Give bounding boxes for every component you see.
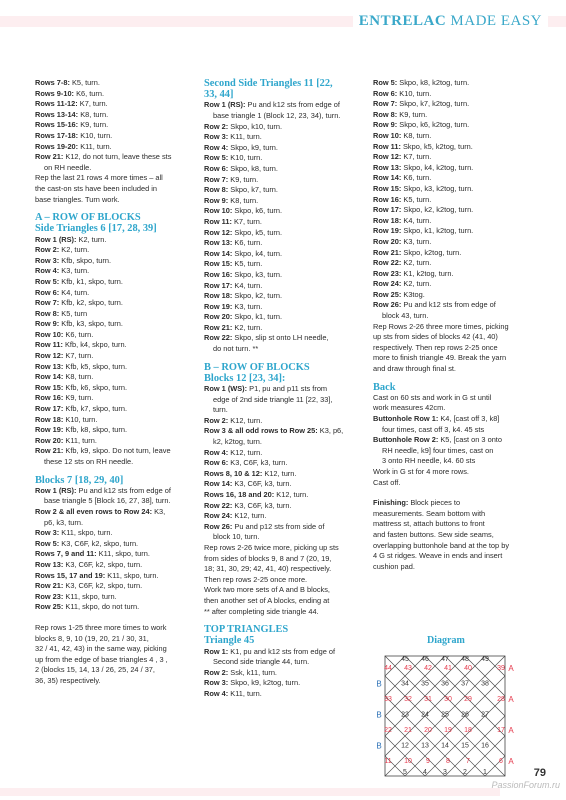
instruction-line: 36, 35) respectively. — [35, 675, 101, 685]
instruction-line: Row 1: K1, pu and k12 sts from edge of — [204, 646, 336, 656]
section-heading-a-row: A – ROW OF BLOCKS — [35, 212, 141, 224]
instruction-line: 2 (blocks 15, 14, 13 / 26, 25, 24 / 37, — [35, 665, 155, 675]
instruction-line: Row 18: K10, turn. — [35, 414, 98, 424]
instruction-line: Row 2: K2, turn. — [35, 245, 90, 255]
diagram-block-label: 22 — [384, 727, 392, 734]
instruction-line: Row 21: K2, turn. — [204, 322, 263, 332]
instruction-line: Finishing: Block pieces to — [373, 498, 461, 508]
instruction-line: Row 2: Skpo, k10, turn. — [204, 121, 283, 131]
diagram-label-top: 49 — [481, 656, 489, 663]
diagram-block-label: 7 — [466, 758, 470, 765]
instruction-line: then another set of A blocks, ending at — [204, 595, 330, 605]
instruction-line: Row 10: K6, turn. — [35, 329, 94, 339]
instruction-line: respectively. Then rep rows 2-25 once — [373, 342, 498, 352]
instruction-line: Row 24: K12, turn. — [204, 511, 267, 521]
instruction-line: Cast off. — [373, 477, 401, 487]
instruction-line: Row 20: K11, turn. — [35, 435, 97, 445]
instruction-line: RH needle, k9] four times, cast on — [382, 445, 494, 455]
diagram-label-bottom: 1 — [483, 769, 487, 776]
instruction-line: Row 21: Skpo, k2tog, turn. — [373, 247, 462, 257]
diagram-block-label: 35 — [421, 680, 429, 688]
instruction-line: Row 1 (RS): Pu and k12 sts from edge of — [35, 485, 171, 495]
instruction-line: the cast-on sts have been included in — [35, 183, 158, 193]
instruction-line: Row 5: K3, C6F, k2, skpo, turn. — [35, 538, 139, 548]
instruction-line: blocks 8, 9, 10 (19, 20, 21 / 30, 31, — [35, 633, 149, 643]
col2-triangle-rows — [204, 100, 363, 354]
instruction-line: Row 2: K12, turn. — [204, 415, 263, 425]
column-2 — [204, 78, 363, 700]
instruction-line: Row 4: Skpo, k9, turn. — [204, 142, 278, 152]
instruction-line: and draw through final st. — [373, 364, 456, 374]
instruction-line: Row 26: Pu and p12 sts from side of — [204, 521, 325, 531]
instruction-line: Row 15: K5, turn. — [204, 259, 263, 269]
instruction-line: Rows 16, 18 and 20: K12, turn. — [204, 490, 309, 499]
diagram-block-label: 32 — [404, 696, 412, 703]
instruction-line: Row 19: Skpo, k1, k2tog, turn. — [373, 226, 474, 236]
diagram-label-bottom: 4 — [423, 769, 427, 776]
diagram-block-label: 6 — [499, 758, 503, 765]
instruction-line: Row 22: K2, turn. — [373, 258, 432, 268]
instruction-line: overlapping buttonhole band at the top by — [373, 540, 510, 550]
instruction-line: base triangle 1 (Block 12, 23, 34), turn. — [213, 111, 341, 120]
instruction-line: Rows 15, 17 and 19: K11, skpo, turn. — [35, 570, 159, 580]
instruction-line: Row 4: K11, turn. — [204, 688, 262, 698]
diagram-block-label: 9 — [426, 758, 430, 765]
instruction-line: Row 19: Kfb, k8, skpo, turn. — [35, 425, 128, 435]
instruction-line: Rows 15-16: K9, turn. — [35, 120, 109, 130]
diagram-block-label: 33 — [384, 696, 392, 703]
diagram-side-label-a: A — [508, 726, 514, 735]
instruction-line: Row 17: Skpo, k2, k2tog, turn. — [373, 205, 474, 215]
instruction-line: Work two more sets of A and B blocks, — [204, 585, 330, 595]
instruction-line: Row 7: Skpo, k7, k2tog, turn. — [373, 99, 470, 109]
col3-finishing — [373, 498, 533, 572]
instruction-line: Row 21: K12, do not turn, leave these sts — [35, 152, 172, 162]
diagram-block-label: 15 — [461, 742, 469, 750]
instruction-line: and fasten buttons. Sew side seams, — [373, 529, 494, 539]
col2-block-rows — [204, 384, 363, 617]
section-heading-second-side-triangles-cont: 33, 44] — [204, 89, 234, 101]
diagram-block-label: 38 — [481, 680, 489, 688]
diagram-block-label: 23 — [401, 711, 409, 719]
instruction-line: Row 16: Skpo, k3, turn. — [204, 269, 283, 279]
instruction-line: Row 7: K9, turn. — [204, 174, 259, 184]
col1-repeat-note — [35, 623, 193, 687]
instruction-line: turn. — [213, 405, 228, 415]
instruction-line: Row 8: Skpo, k7, turn. — [204, 185, 278, 195]
col1-block-rows — [35, 486, 193, 613]
instruction-line: Row 10: Skpo, k6, turn. — [204, 206, 283, 216]
instruction-line: measurements. Seam bottom with — [373, 508, 486, 518]
diagram-label-top: 48 — [461, 656, 469, 663]
instruction-line: Row 14: K6, turn. — [373, 173, 432, 183]
instruction-line: Row 16: K9, turn. — [35, 393, 94, 403]
instruction-line: Rows 7-8: K5, turn. — [35, 78, 100, 87]
instruction-line: Row 23: K1, k2tog, turn. — [373, 268, 454, 278]
instruction-line: block 10, turn. — [213, 532, 260, 542]
instruction-line: k2, k2tog, turn. — [213, 437, 262, 447]
diagram-block-label: 18 — [464, 727, 472, 734]
diagram-label-top: 45 — [401, 656, 409, 663]
instruction-line: up from the edge of base triangles 4 , 3 , — [35, 654, 168, 664]
instruction-line: Row 24: K2, turn. — [373, 279, 432, 289]
diagram-block-label: 20 — [424, 727, 432, 734]
instruction-line: Row 13: Skpo, k4, k2tog, turn. — [373, 162, 474, 172]
instruction-line: ** after completing side triangle 44. — [204, 606, 319, 616]
instruction-line: Row 14: K3, C6F, k3, turn. — [204, 479, 292, 489]
diagram-block-label: 19 — [444, 727, 452, 734]
instruction-line: Row 23: K11, skpo, turn. — [35, 591, 117, 601]
instruction-line: Row 6: Skpo, k8, turn. — [204, 163, 278, 173]
section-heading-second-side-triangles: Second Side Triangles 11 [22, — [204, 78, 333, 89]
diagram-block-label: 12 — [401, 742, 409, 750]
instruction-line: work measures 42cm. — [373, 403, 446, 413]
diagram-block-label: 36 — [441, 680, 449, 688]
instruction-line: Row 21: Kfb, k9, skpo. Do not turn, leave — [35, 446, 171, 456]
watermark-text: PassionForum.ru — [491, 780, 560, 790]
diagram-label-top: 47 — [441, 656, 449, 663]
instruction-line: block 43, turn. — [382, 311, 429, 321]
instruction-line: Row 3: Skpo, k9, k2tog, turn. — [204, 678, 301, 688]
instruction-line: these 12 sts on RH needle. — [44, 457, 134, 466]
diagram-block-label: 21 — [404, 727, 412, 734]
instruction-line: up sts from sides of blocks 42 (41, 40) — [373, 332, 498, 342]
instruction-line: Row 1 (WS): P1, pu and p11 sts from — [204, 384, 328, 394]
col1-side-triangle-rows — [35, 235, 193, 468]
instruction-line: Row 14: Skpo, k4, turn. — [204, 248, 283, 258]
instruction-line: Work in G st for 4 more rows. — [373, 466, 469, 476]
instruction-line: Row 4: K12, turn. — [204, 447, 263, 457]
instruction-line: Row 11: Skpo, k5, k2tog, turn. — [373, 141, 473, 151]
instruction-line: Then rep rows 2-25 once more. — [204, 574, 308, 584]
instruction-line: cushion pad. — [373, 561, 415, 571]
instruction-line: Rows 19-20: K11, turn. — [35, 141, 112, 151]
diagram-block-label: 11 — [384, 758, 392, 765]
instruction-line: Row 17: Kfb, k7, skpo, turn. — [35, 404, 128, 414]
diagram-block-label: 28 — [497, 696, 505, 703]
column-3 — [373, 78, 533, 572]
instruction-line: 32 / 41, 42, 43) in the same way, picking — [35, 644, 167, 654]
section-heading-blocks-12: Blocks 12 [23, 34]: — [204, 372, 286, 384]
instruction-line: Row 20: K3, turn. — [373, 236, 432, 246]
instruction-line: Row 6: K10, turn. — [373, 88, 432, 98]
instruction-line: 4 G st ridges. Weave in ends and insert — [373, 551, 503, 561]
diagram-label-bottom: 3 — [443, 769, 447, 776]
diagram-label-bottom: 2 — [463, 769, 467, 776]
instruction-line: Row 8: K5, turn — [35, 308, 88, 318]
diagram-block-label: 16 — [481, 742, 489, 750]
diagram-side-label-a: A — [508, 664, 514, 673]
instruction-line: Row 5: K10, turn. — [204, 153, 263, 163]
diagram-side-label-a: A — [508, 695, 514, 704]
instruction-line: Row 3: K11, skpo, turn. — [35, 528, 113, 538]
diagram-block-label: 29 — [464, 696, 472, 703]
instruction-line: Row 12: Skpo, k5, turn. — [204, 227, 283, 237]
diagram-block-label: 24 — [421, 711, 429, 719]
instruction-line: Row 10: K8, turn. — [373, 130, 432, 140]
instruction-line: more to finish triangle 49. Break the yarn — [373, 353, 507, 363]
instruction-line: Cast on 60 sts and work in G st until — [373, 392, 492, 402]
diagram-block-label: 25 — [441, 711, 449, 719]
instruction-line: Rows 17-18: K10, turn. — [35, 130, 113, 140]
section-heading-side-triangles: Side Triangles 6 [17, 28, 39] — [35, 223, 157, 235]
instruction-line: Row 13: K3, C6F, k2, skpo, turn. — [35, 559, 143, 569]
instruction-line: Row 15: Kfb, k6, skpo, turn. — [35, 382, 128, 392]
instruction-line: Row 2: Ssk, k11, turn. — [204, 667, 277, 677]
instruction-line: Rep the last 21 rows 4 more times – all — [35, 173, 163, 183]
instruction-line: Row 9: Skpo, k6, k2tog, turn. — [373, 120, 470, 130]
page-number: 79 — [533, 767, 546, 779]
diagram-block-label: 42 — [424, 665, 432, 672]
instruction-line: Second side triangle 44, turn. — [213, 657, 310, 667]
instruction-line: Row 18: Skpo, k2, turn. — [204, 291, 283, 301]
diagram-block-label: 41 — [444, 665, 452, 672]
instruction-line: Row 6: K4, turn. — [35, 287, 90, 297]
instruction-line: Row 22: Skpo, slip st onto LH needle, — [204, 333, 329, 343]
instruction-line: Row 3: Kfb, skpo, turn. — [35, 255, 111, 265]
instruction-line: four times, cast off 3, k4. 45 sts — [382, 424, 485, 434]
instruction-line: edge of 2nd side triangle 11 [22, 33], — [213, 394, 333, 404]
diagram-block-label: 8 — [446, 758, 450, 765]
instruction-line: Row 25: K3tog. — [373, 289, 425, 299]
diagram-block-label: 13 — [421, 742, 429, 750]
diagram-block-label: 14 — [441, 742, 449, 750]
diagram-block-label: 43 — [404, 665, 412, 672]
column-1 — [35, 78, 193, 686]
instruction-line: Rows 9-10: K6, turn. — [35, 88, 105, 98]
section-heading-top-triangles: TOP TRIANGLES — [204, 624, 289, 636]
diagram-block-label: 31 — [424, 696, 432, 703]
diagram-block-label: 39 — [497, 665, 505, 672]
instruction-line: Row 12: K7, turn. — [35, 351, 94, 361]
diagram-block-label: 17 — [497, 727, 505, 734]
instruction-line: Row 19: K3, turn. — [204, 301, 263, 311]
instruction-line: Row 17: K4, turn. — [204, 280, 263, 290]
instruction-line: Row 11: K7, turn. — [204, 216, 262, 226]
diagram-title: Diagram — [427, 635, 465, 646]
instruction-line: Row 12: K7, turn. — [373, 152, 432, 162]
section-heading-b-row: B – ROW OF BLOCKS — [204, 361, 310, 373]
diagram-label-bottom: 5 — [403, 769, 407, 776]
instruction-line: p6, k3, turn. — [44, 517, 84, 527]
section-heading-back: Back — [373, 381, 396, 393]
footer-band — [0, 788, 500, 796]
col3-rows-block — [373, 78, 533, 375]
instruction-line: Row 4: K3, turn. — [35, 266, 90, 276]
col2-top-triangle-rows — [204, 647, 363, 700]
diagram-side-label-b: B — [376, 710, 382, 720]
diagram-block-label: 26 — [461, 711, 469, 719]
instruction-line: Row 3 & all odd rows to Row 25: K3, p6, — [204, 426, 344, 436]
diagram-block-label: 30 — [444, 696, 452, 703]
diagram-block-label: 27 — [481, 711, 489, 719]
instruction-line: Row 18: K4, turn. — [373, 215, 432, 225]
section-heading-blocks-7: Blocks 7 [18, 29, 40] — [35, 474, 124, 486]
instruction-line: base triangles. Turn work. — [35, 194, 120, 204]
instruction-line: 3 onto RH needle, k4. 60 sts — [382, 456, 476, 466]
instruction-line: Row 21: K3, C6F, k2, skpo, turn. — [35, 581, 143, 591]
instruction-line: Row 14: K8, turn. — [35, 372, 94, 382]
instruction-line: Row 20: Skpo, k1, turn. — [204, 312, 283, 322]
instruction-line: Row 7: Kfb, k2, skpo, turn. — [35, 298, 123, 308]
instruction-line: Rows 11-12: K7, turn. — [35, 99, 108, 109]
instruction-line: Row 16: K5, turn. — [373, 194, 432, 204]
instruction-line: Row 2 & all even rows to Row 24: K3, — [35, 506, 166, 516]
instruction-line: Row 15: Skpo, k3, k2tog, turn. — [373, 183, 474, 193]
diagram-side-label-b: B — [376, 679, 382, 689]
diagram-block-label: 44 — [384, 665, 392, 672]
diagram-side-label-b: B — [376, 741, 382, 751]
instruction-line: on RH needle. — [44, 162, 92, 172]
instruction-line: Row 13: K6, turn. — [204, 238, 263, 248]
diagram-label-top: 46 — [421, 656, 429, 663]
diagram-block-label: 37 — [461, 680, 469, 688]
instruction-line: Rep rows 2-26 twice more, picking up sts — [204, 542, 339, 552]
instruction-line: from sides of blocks 9, 8 and 7 (20, 19, — [204, 553, 332, 563]
instruction-line: Buttonhole Row 1: K4, [cast off 3, k8] — [373, 414, 500, 424]
instruction-line: Row 26: Pu and k12 sts from edge of — [373, 300, 496, 310]
col1-rows-block — [35, 78, 193, 205]
diagram-block-label: 10 — [404, 758, 412, 765]
instruction-line: 18; 31, 30, 29; 42, 41, 40) respectively. — [204, 564, 332, 574]
section-heading-triangle-45: Triangle 45 — [204, 635, 255, 647]
instruction-line: Row 8: K9, turn. — [373, 109, 428, 119]
entrelac-diagram — [373, 650, 523, 782]
instruction-line: Row 11: Kfb, k4, skpo, turn. — [35, 340, 127, 350]
instruction-line: Rows 8, 10 & 12: K12, turn. — [204, 468, 297, 478]
diagram-side-label-a: A — [508, 757, 514, 766]
instruction-line: Row 13: Kfb, k5, skpo, turn. — [35, 361, 128, 371]
instruction-line: Row 5: Skpo, k8, k2tog, turn. — [373, 78, 470, 87]
page-header-title: ENTRELAC MADE EASY — [353, 7, 548, 35]
instruction-line: Rep rows 1-25 three more times to work — [35, 622, 167, 632]
instruction-line: Rows 7, 9 and 11: K11, skpo, turn. — [35, 549, 150, 559]
instruction-line: Row 6: K3, C6F, k3, turn. — [204, 458, 288, 468]
instruction-line: Row 1 (RS): K2, turn. — [35, 234, 107, 244]
instruction-line: Row 5: Kfb, k1, skpo, turn. — [35, 276, 123, 286]
instruction-line: Row 22: K3, C6F, k3, turn. — [204, 500, 292, 510]
instruction-line: Row 9: K8, turn. — [204, 195, 259, 205]
instruction-line: mattress st, attach buttons to front — [373, 519, 485, 529]
instruction-line: Rep Rows 2-26 three more times, picking — [373, 321, 509, 331]
instruction-line: base triangle 5 [Block 16, 27, 38], turn. — [44, 496, 171, 506]
diagram-block-label: 34 — [401, 680, 409, 688]
diagram-block-label: 40 — [464, 665, 472, 672]
instruction-line: Row 1 (RS): Pu and k12 sts from edge of — [204, 100, 340, 110]
instruction-line: Row 9: Kfb, k3, skpo, turn. — [35, 319, 123, 329]
col3-back-rows — [373, 393, 533, 488]
instruction-line: Row 3: K11, turn. — [204, 132, 262, 142]
instruction-line: Rows 13-14: K8, turn. — [35, 109, 109, 119]
instruction-line: do not turn. ** — [213, 344, 259, 354]
instruction-line: Buttonhole Row 2: K5, [cast on 3 onto — [373, 435, 502, 445]
instruction-line: Row 25: K11, skpo, do not turn. — [35, 602, 140, 612]
